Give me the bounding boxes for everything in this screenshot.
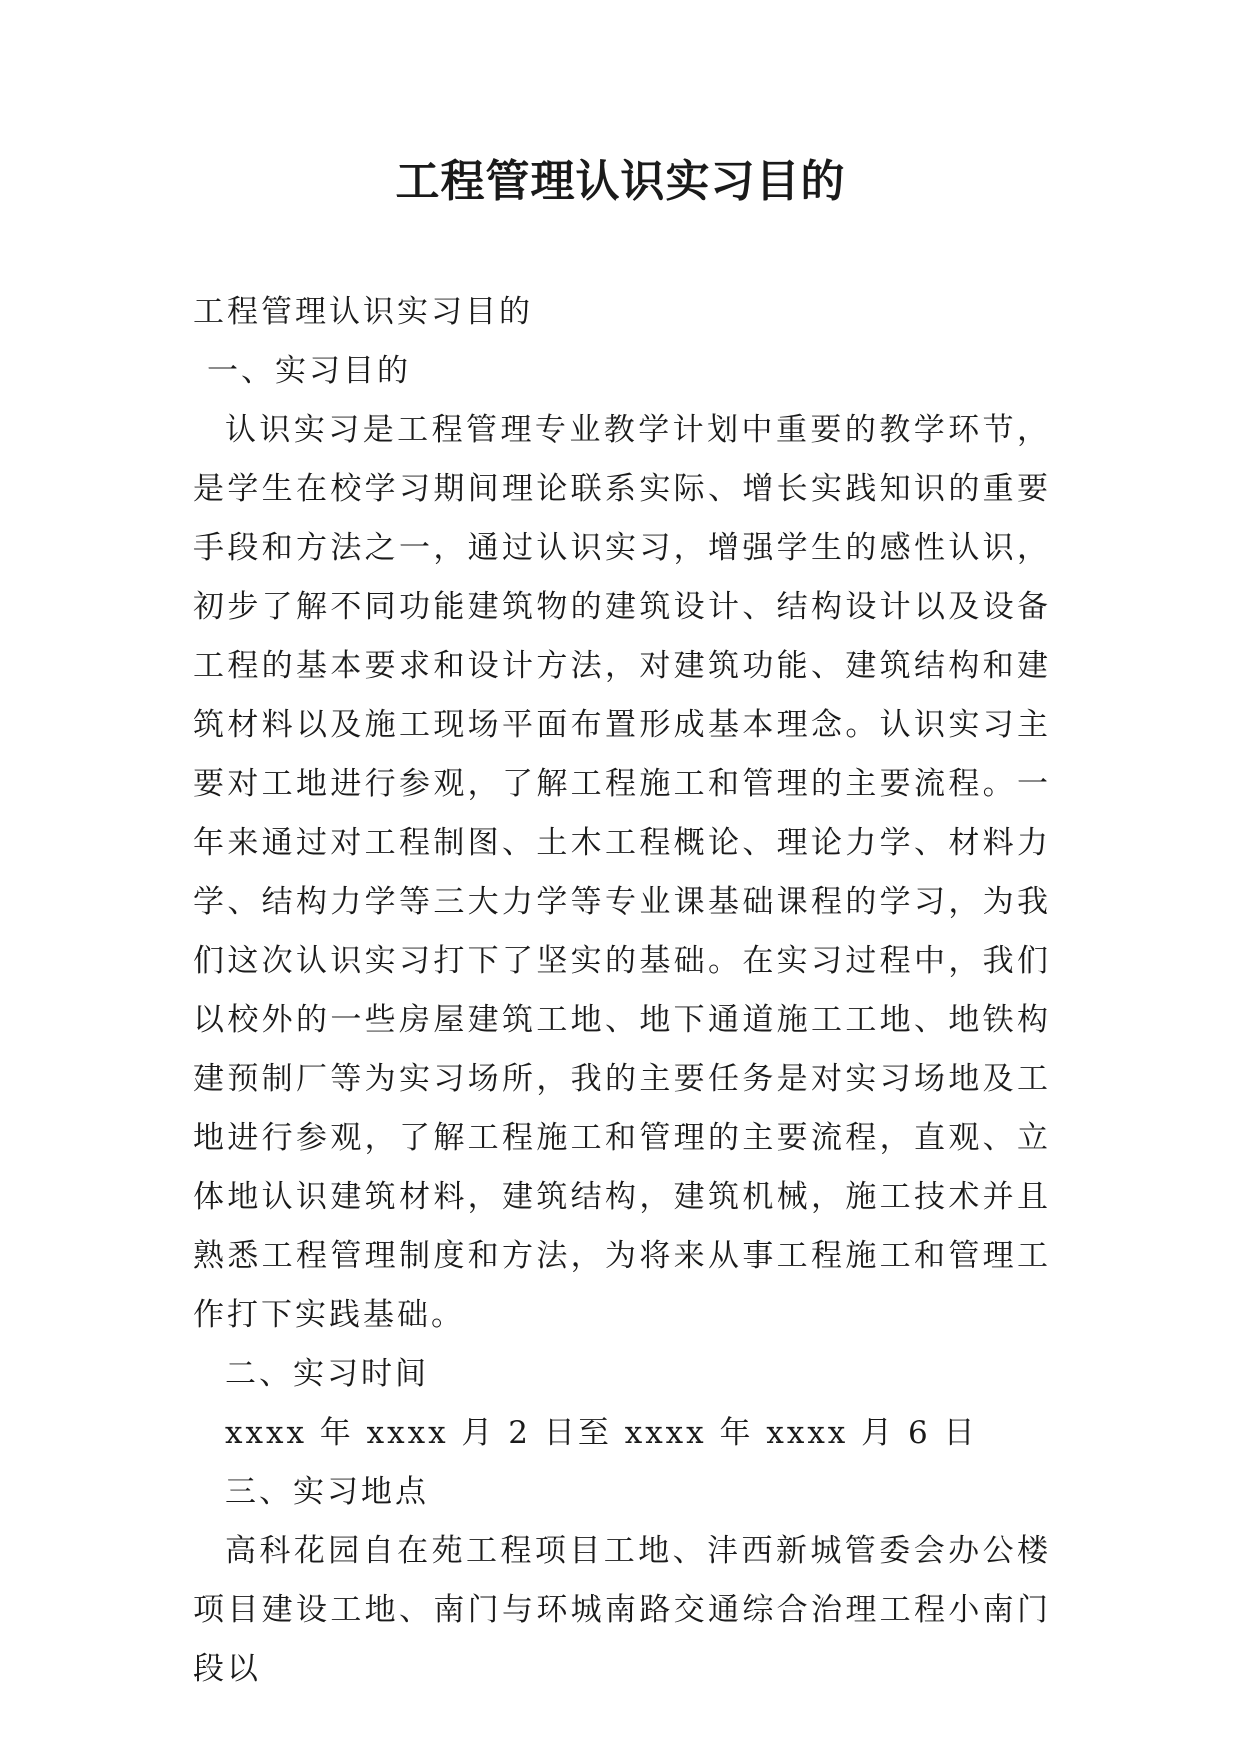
section-heading-purpose: 一、实习目的: [207, 353, 411, 389]
document-subtitle: 工程管理认识实习目的: [193, 294, 533, 330]
section-heading-location: 三、实习地点: [225, 1474, 429, 1510]
section-body-location: 高科花园自在苑工程项目工地、沣西新城管委会办公楼项目建设工地、南门与环城南路交通综合治理工程小南门段以: [193, 1533, 1051, 1687]
section-heading-time: 二、实习时间: [225, 1356, 429, 1392]
document-title: 工程管理认识实习目的: [395, 156, 846, 207]
section-body-time: xxxx 年 xxxx 月 2 日至 xxxx 年 xxxx 月 6 日: [225, 1415, 978, 1451]
section-body-purpose: 认识实习是工程管理专业教学计划中重要的教学环节，是学生在校学习期间理论联系实际、增长实践知识的重要手段和方法之一，通过认识实习，增强学生的感性认识，初步了解不同功能建筑物的建筑设计、结构设计以及设备工程的基本要求和设计方法，对建筑功能、建筑结构和建筑材料以及施工现场平面布置形成基本理念。认识实习主要对工地进行参观，了解工程施工和管理的主要流程。一年来通过对工程制图、土木工程概论、理论力学、材料力学、结构力学等三大力学等专业课基础课程的学习，为我们这次认识实习打下了坚实的基础。在实习过程中，我们以校外的一些房屋建筑工地、地下通道施工工地、地铁构建预制厂等为实习场所，我的主要任务是对实习场地及工地进行参观，了解工程施工和管理的主要流程，直观、立体地认识建筑材料，建筑结构，建筑机械，施工技术并且熟悉工程管理制度和方法，为将来从事工程施工和管理工作打下实践基础。: [193, 412, 1051, 1333]
document-body: [193, 283, 1051, 1699]
